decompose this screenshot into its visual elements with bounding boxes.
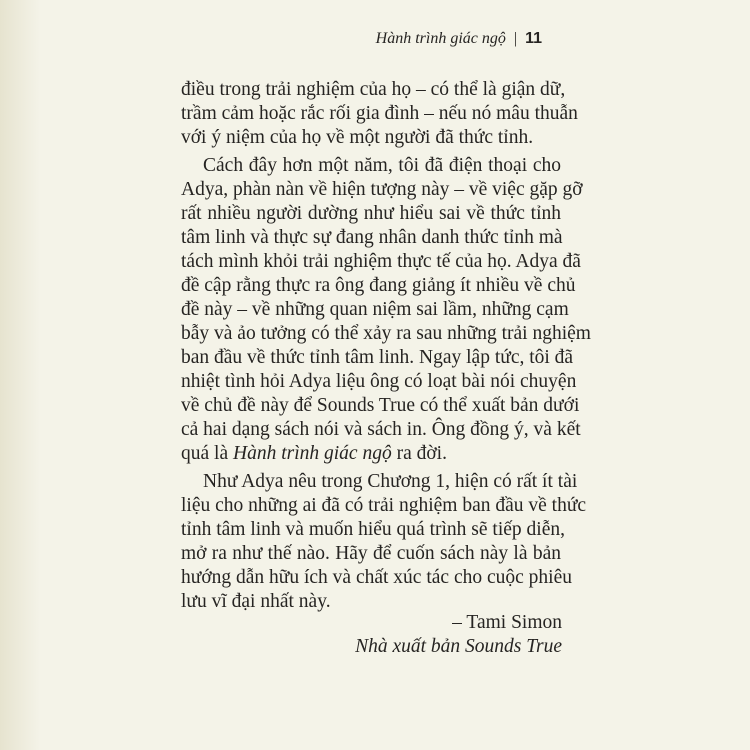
page-edge-shadow — [0, 0, 40, 750]
text-line: điều trong trải nghiệm của họ – có thể là giận dữ, — [181, 79, 566, 100]
paragraph — [181, 154, 591, 466]
text-line: tỉnh tâm linh và muốn hiểu quá trình sẽ tiếp diễn, — [181, 519, 565, 540]
text-line: cả hai dạng sách nói và sách in. Ông đồng ý, và kết — [181, 419, 581, 440]
text-line: Cách đây hơn một năm, tôi đã điện thoại cho — [203, 155, 561, 176]
text-line: đề này – về những quan niệm sai lầm, những cạm — [181, 299, 569, 320]
page-number: 11 — [525, 30, 542, 47]
book-title: Hành trình giác ngộ — [375, 30, 506, 47]
text-line: bẫy và ảo tưởng có thể xảy ra sau những trải nghiệm — [181, 323, 591, 344]
text-line: tách mình khỏi trải nghiệm thực tế của họ. Adya đã — [181, 251, 581, 272]
text-line: mở ra như thế nào. Hãy để cuốn sách này là bản — [181, 543, 561, 564]
paragraph — [181, 470, 587, 614]
text-span: quá là — [181, 443, 233, 464]
running-header — [376, 30, 542, 48]
text-line: Như Adya nêu trong Chương 1, hiện có rất ít tài — [203, 471, 578, 492]
text-line: rất nhiều người dường như hiểu sai về thức tỉnh — [181, 203, 561, 224]
text-line: nhiệt tình hỏi Adya liệu ông có loạt bài nói chuyện — [181, 371, 577, 392]
book-title-italic: Hành trình giác ngộ — [232, 443, 392, 464]
text-line: hướng dẫn hữu ích và chất xúc tác cho cuộc phiêu — [181, 567, 572, 588]
signature-publisher: Nhà xuất bản Sounds True — [355, 636, 562, 657]
header-separator: | — [513, 30, 518, 47]
text-line: trầm cảm hoặc rắc rối gia đình – nếu nó mâu thuẫn — [181, 103, 578, 124]
signature-author: – Tami Simon — [452, 612, 562, 633]
text-line: tâm linh và thực sự đang nhân danh thức tỉnh mà — [181, 227, 563, 248]
text-line: đề cập rằng thực ra ông đang giảng ít nhiều về chủ — [181, 275, 576, 296]
body-text — [181, 78, 591, 618]
text-line: với ý niệm của họ về một người đã thức tỉnh. — [181, 127, 534, 148]
text-line: Adya, phàn nàn về hiện tượng này – về việc gặp gỡ — [181, 179, 583, 200]
text-line: liệu cho những ai đã có trải nghiệm ban đầu về thức — [181, 495, 587, 516]
paragraph — [181, 78, 578, 150]
text-line — [181, 442, 561, 466]
text-line: về chủ đề này để Sounds True có thể xuất bản dưới — [181, 395, 580, 416]
text-span: ra đời. — [391, 443, 447, 464]
text-line: ban đầu về thức tỉnh tâm linh. Ngay lập tức, tôi đã — [181, 347, 574, 368]
text-line: lưu vĩ đại nhất này. — [181, 591, 331, 612]
